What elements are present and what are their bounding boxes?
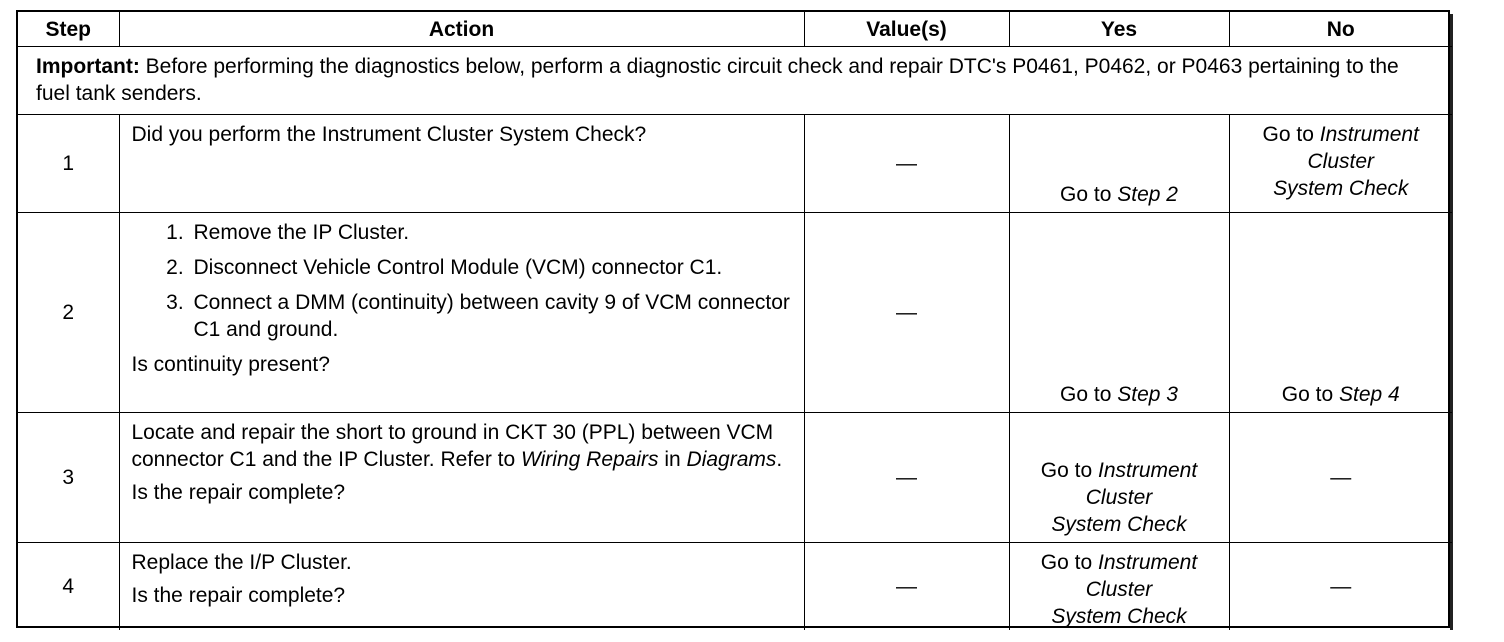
step-number: 2 — [18, 213, 119, 413]
yes-link[interactable]: Step 2 — [1117, 183, 1178, 206]
value-cell: — — [804, 213, 1009, 413]
yes-prefix: Go to — [1040, 551, 1098, 574]
action-text-mid: in — [658, 448, 687, 471]
yes-link-3[interactable]: System Check — [1051, 605, 1187, 628]
yes-cell — [1009, 413, 1229, 543]
no-link-1[interactable]: Instrument — [1319, 123, 1419, 146]
diagnostic-table-frame — [16, 10, 1450, 628]
no-cell — [1229, 213, 1452, 413]
no-link-3[interactable]: System Check — [1273, 177, 1409, 200]
header-action: Action — [119, 12, 804, 47]
yes-cell — [1009, 115, 1229, 213]
action-text: Locate and repair the short to ground in CKT 30 (PPL) between VCM connector C1 and the IP Cluster. Refer to — [131, 421, 774, 471]
action-cell — [119, 413, 804, 543]
no-cell — [1229, 115, 1452, 213]
no-prefix: Go to — [1281, 383, 1339, 406]
header-no: No — [1229, 12, 1452, 47]
no-cell: — — [1229, 543, 1452, 631]
yes-link[interactable]: Step 3 — [1117, 383, 1178, 406]
yes-cell — [1009, 213, 1229, 413]
value-cell: — — [804, 413, 1009, 543]
yes-prefix: Go to — [1060, 183, 1118, 206]
list-item: 3. Connect a DMM (continuity) between cavity 9 of VCM connector C1 and ground. — [190, 289, 792, 343]
action-steps-list — [132, 219, 792, 343]
action-text: Did you perform the Instrument Cluster System Check? — [131, 123, 647, 146]
important-row — [18, 47, 1452, 115]
important-text: Before performing the diagnostics below, perform a diagnostic circuit check and repair DTC's P0461, P0462, or P0463 pertaining to the fuel tank senders. — [36, 55, 1399, 105]
action-text-end: . — [776, 448, 783, 471]
value-cell: — — [804, 543, 1009, 631]
yes-prefix: Go to — [1040, 459, 1098, 482]
yes-link-2[interactable]: Cluster — [1085, 578, 1153, 601]
list-item: 1. Remove the IP Cluster. — [190, 219, 792, 246]
action-question: Is the repair complete? — [131, 584, 346, 607]
no-prefix: Go to — [1262, 123, 1320, 146]
wiring-repairs-link[interactable]: Wiring Repairs — [521, 448, 659, 471]
no-cell: — — [1229, 413, 1452, 543]
no-link-2[interactable]: Cluster — [1307, 150, 1375, 173]
table-row — [18, 543, 1452, 631]
diagrams-link[interactable]: Diagrams — [686, 448, 777, 471]
action-question: Is the repair complete? — [131, 481, 346, 504]
header-yes: Yes — [1009, 12, 1229, 47]
important-note — [18, 47, 1452, 115]
yes-prefix: Go to — [1060, 383, 1118, 406]
header-values: Value(s) — [804, 12, 1009, 47]
action-cell — [119, 213, 804, 413]
action-cell — [119, 543, 804, 631]
header-step: Step — [18, 12, 119, 47]
yes-link-3[interactable]: System Check — [1051, 513, 1187, 536]
list-item: 2. Disconnect Vehicle Control Module (VCM) connector C1. — [190, 254, 792, 281]
yes-link-1[interactable]: Instrument — [1097, 551, 1198, 574]
important-label: Important: — [36, 55, 140, 78]
table-row — [18, 115, 1452, 213]
step-number: 3 — [18, 413, 119, 543]
yes-cell — [1009, 543, 1229, 631]
yes-link-2[interactable]: Cluster — [1085, 486, 1153, 509]
action-text: Replace the I/P Cluster. — [131, 551, 352, 574]
diagnostic-table — [18, 12, 1452, 630]
table-row — [18, 413, 1452, 543]
step-number: 4 — [18, 543, 119, 631]
yes-link-1[interactable]: Instrument — [1097, 459, 1198, 482]
value-cell: — — [804, 115, 1009, 213]
action-cell — [119, 115, 804, 213]
step-number: 1 — [18, 115, 119, 213]
action-question: Is continuity present? — [131, 353, 330, 376]
header-row — [18, 12, 1452, 47]
no-link[interactable]: Step 4 — [1338, 383, 1400, 406]
table-row — [18, 213, 1452, 413]
